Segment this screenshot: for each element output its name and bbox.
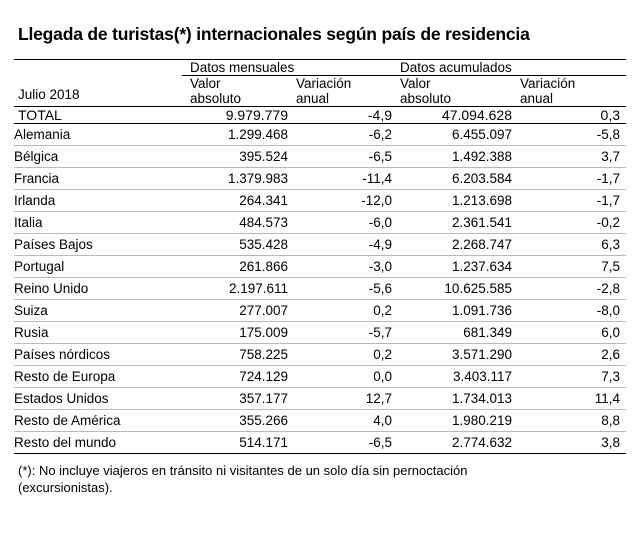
- row-country: Francia: [14, 168, 182, 190]
- row-cumulative-var: -1,7: [512, 168, 626, 190]
- row-monthly-var: -5,6: [288, 278, 392, 300]
- row-cumulative-abs: 6.203.584: [392, 168, 512, 190]
- row-cumulative-abs: 1.213.698: [392, 190, 512, 212]
- row-country: Países Bajos: [14, 234, 182, 256]
- row-cumulative-abs: 1.980.219: [392, 410, 512, 432]
- table-row: [14, 410, 626, 432]
- table-subheader-row-1: [14, 76, 626, 92]
- row-cumulative-var: -8,0: [512, 300, 626, 322]
- row-monthly-abs: 758.225: [182, 344, 288, 366]
- row-cumulative-var: 8,8: [512, 410, 626, 432]
- column-header-cumulative-var-line1: Variación: [520, 76, 576, 91]
- row-monthly-var: -3,0: [288, 256, 392, 278]
- row-monthly-abs: 724.129: [182, 366, 288, 388]
- row-country: Resto de América: [14, 410, 182, 432]
- table-row: [14, 432, 626, 454]
- row-cumulative-abs: 2.268.747: [392, 234, 512, 256]
- row-country: Rusia: [14, 322, 182, 344]
- row-cumulative-abs: 6.455.097: [392, 124, 512, 146]
- column-header-monthly-abs-line2: absoluto: [190, 91, 242, 106]
- row-country: Países nórdicos: [14, 344, 182, 366]
- tourists-by-country-table: [14, 59, 626, 454]
- row-cumulative-abs: 2.361.541: [392, 212, 512, 234]
- row-monthly-var: -6,5: [288, 146, 392, 168]
- row-monthly-var: -6,5: [288, 432, 392, 454]
- table-row: [14, 168, 626, 190]
- row-monthly-abs: 355.266: [182, 410, 288, 432]
- row-monthly-abs: 2.197.611: [182, 278, 288, 300]
- row-monthly-abs: 1.299.468: [182, 124, 288, 146]
- row-monthly-abs: 514.171: [182, 432, 288, 454]
- table-group-header-row: [14, 60, 626, 76]
- table-row: [14, 388, 626, 410]
- row-monthly-abs: 535.428: [182, 234, 288, 256]
- row-monthly-abs: 357.177: [182, 388, 288, 410]
- row-monthly-var: 0,2: [288, 300, 392, 322]
- total-monthly-abs: 9.979.779: [182, 107, 288, 124]
- row-country: Bélgica: [14, 146, 182, 168]
- row-monthly-var: -11,4: [288, 168, 392, 190]
- row-cumulative-abs: 3.571.290: [392, 344, 512, 366]
- row-monthly-abs: 395.524: [182, 146, 288, 168]
- row-cumulative-var: -5,8: [512, 124, 626, 146]
- row-cumulative-var: 2,6: [512, 344, 626, 366]
- table-header: [14, 60, 626, 107]
- footnote: [18, 462, 618, 496]
- row-country: Irlanda: [14, 190, 182, 212]
- row-cumulative-abs: 3.403.117: [392, 366, 512, 388]
- table-row: [14, 256, 626, 278]
- total-cumulative-var: 0,3: [512, 107, 626, 124]
- group-header-spacer: [14, 60, 182, 76]
- row-monthly-var: -6,2: [288, 124, 392, 146]
- page-title: Llegada de turistas(*) internacionales según país de residencia: [18, 24, 530, 44]
- table-row: [14, 300, 626, 322]
- table-body: [14, 124, 626, 454]
- row-cumulative-abs: 2.774.632: [392, 432, 512, 454]
- column-header-cumulative-abs-line2: absoluto: [400, 91, 452, 106]
- table-row: [14, 234, 626, 256]
- group-header-cumulative: Datos acumulados: [392, 60, 626, 76]
- row-monthly-abs: 277.007: [182, 300, 288, 322]
- footnote-line-2: (excursionistas).: [18, 480, 113, 495]
- row-cumulative-var: 3,7: [512, 146, 626, 168]
- row-monthly-abs: 484.573: [182, 212, 288, 234]
- table-row: [14, 278, 626, 300]
- row-cumulative-var: -0,2: [512, 212, 626, 234]
- total-cumulative-abs: 47.094.628: [392, 107, 512, 124]
- row-cumulative-abs: 1.237.634: [392, 256, 512, 278]
- table-row: [14, 212, 626, 234]
- row-cumulative-var: 6,3: [512, 234, 626, 256]
- row-country: Estados Unidos: [14, 388, 182, 410]
- row-country: Resto del mundo: [14, 432, 182, 454]
- table-row: [14, 322, 626, 344]
- table-row: [14, 124, 626, 146]
- column-header-cumulative-var-line2: anual: [520, 91, 554, 106]
- row-cumulative-abs: 10.625.585: [392, 278, 512, 300]
- row-country: Italia: [14, 212, 182, 234]
- row-monthly-abs: 175.009: [182, 322, 288, 344]
- row-monthly-var: -6,0: [288, 212, 392, 234]
- period-label: Julio 2018: [18, 87, 80, 102]
- row-cumulative-var: 6,0: [512, 322, 626, 344]
- row-cumulative-abs: 1.734.013: [392, 388, 512, 410]
- table-total-body: [14, 107, 626, 124]
- row-monthly-var: 12,7: [288, 388, 392, 410]
- column-header-monthly-var-line1: Variación: [296, 76, 352, 91]
- row-cumulative-var: 11,4: [512, 388, 626, 410]
- row-country: Reino Unido: [14, 278, 182, 300]
- row-country: Suiza: [14, 300, 182, 322]
- table-row: [14, 366, 626, 388]
- total-monthly-var: -4,9: [288, 107, 392, 124]
- row-monthly-abs: 264.341: [182, 190, 288, 212]
- row-monthly-var: -12,0: [288, 190, 392, 212]
- row-cumulative-abs: 1.492.388: [392, 146, 512, 168]
- row-monthly-var: -4,9: [288, 234, 392, 256]
- table-row: [14, 190, 626, 212]
- table-row-total: [14, 107, 626, 124]
- row-country: Portugal: [14, 256, 182, 278]
- row-cumulative-var: 7,3: [512, 366, 626, 388]
- row-monthly-var: 0,2: [288, 344, 392, 366]
- row-monthly-var: 4,0: [288, 410, 392, 432]
- column-header-monthly-var-line2: anual: [296, 91, 330, 106]
- row-monthly-var: 0,0: [288, 366, 392, 388]
- column-header-cumulative-abs-line1: Valor: [400, 76, 431, 91]
- column-header-monthly-abs-line1: Valor: [190, 76, 221, 91]
- table-row: [14, 344, 626, 366]
- row-cumulative-var: 7,5: [512, 256, 626, 278]
- row-cumulative-abs: 1.091.736: [392, 300, 512, 322]
- row-monthly-var: -5,7: [288, 322, 392, 344]
- row-cumulative-var: -1,7: [512, 190, 626, 212]
- row-cumulative-abs: 681.349: [392, 322, 512, 344]
- table-row: [14, 146, 626, 168]
- row-country: Alemania: [14, 124, 182, 146]
- row-country: Resto de Europa: [14, 366, 182, 388]
- row-cumulative-var: 3,8: [512, 432, 626, 454]
- row-monthly-abs: 1.379.983: [182, 168, 288, 190]
- total-label: TOTAL: [14, 107, 182, 124]
- row-monthly-abs: 261.866: [182, 256, 288, 278]
- row-cumulative-var: -2,8: [512, 278, 626, 300]
- footnote-line-1: (*): No incluye viajeros en tránsito ni visitantes de un solo día sin pernoctación: [18, 463, 468, 478]
- group-header-monthly: Datos mensuales: [182, 60, 392, 76]
